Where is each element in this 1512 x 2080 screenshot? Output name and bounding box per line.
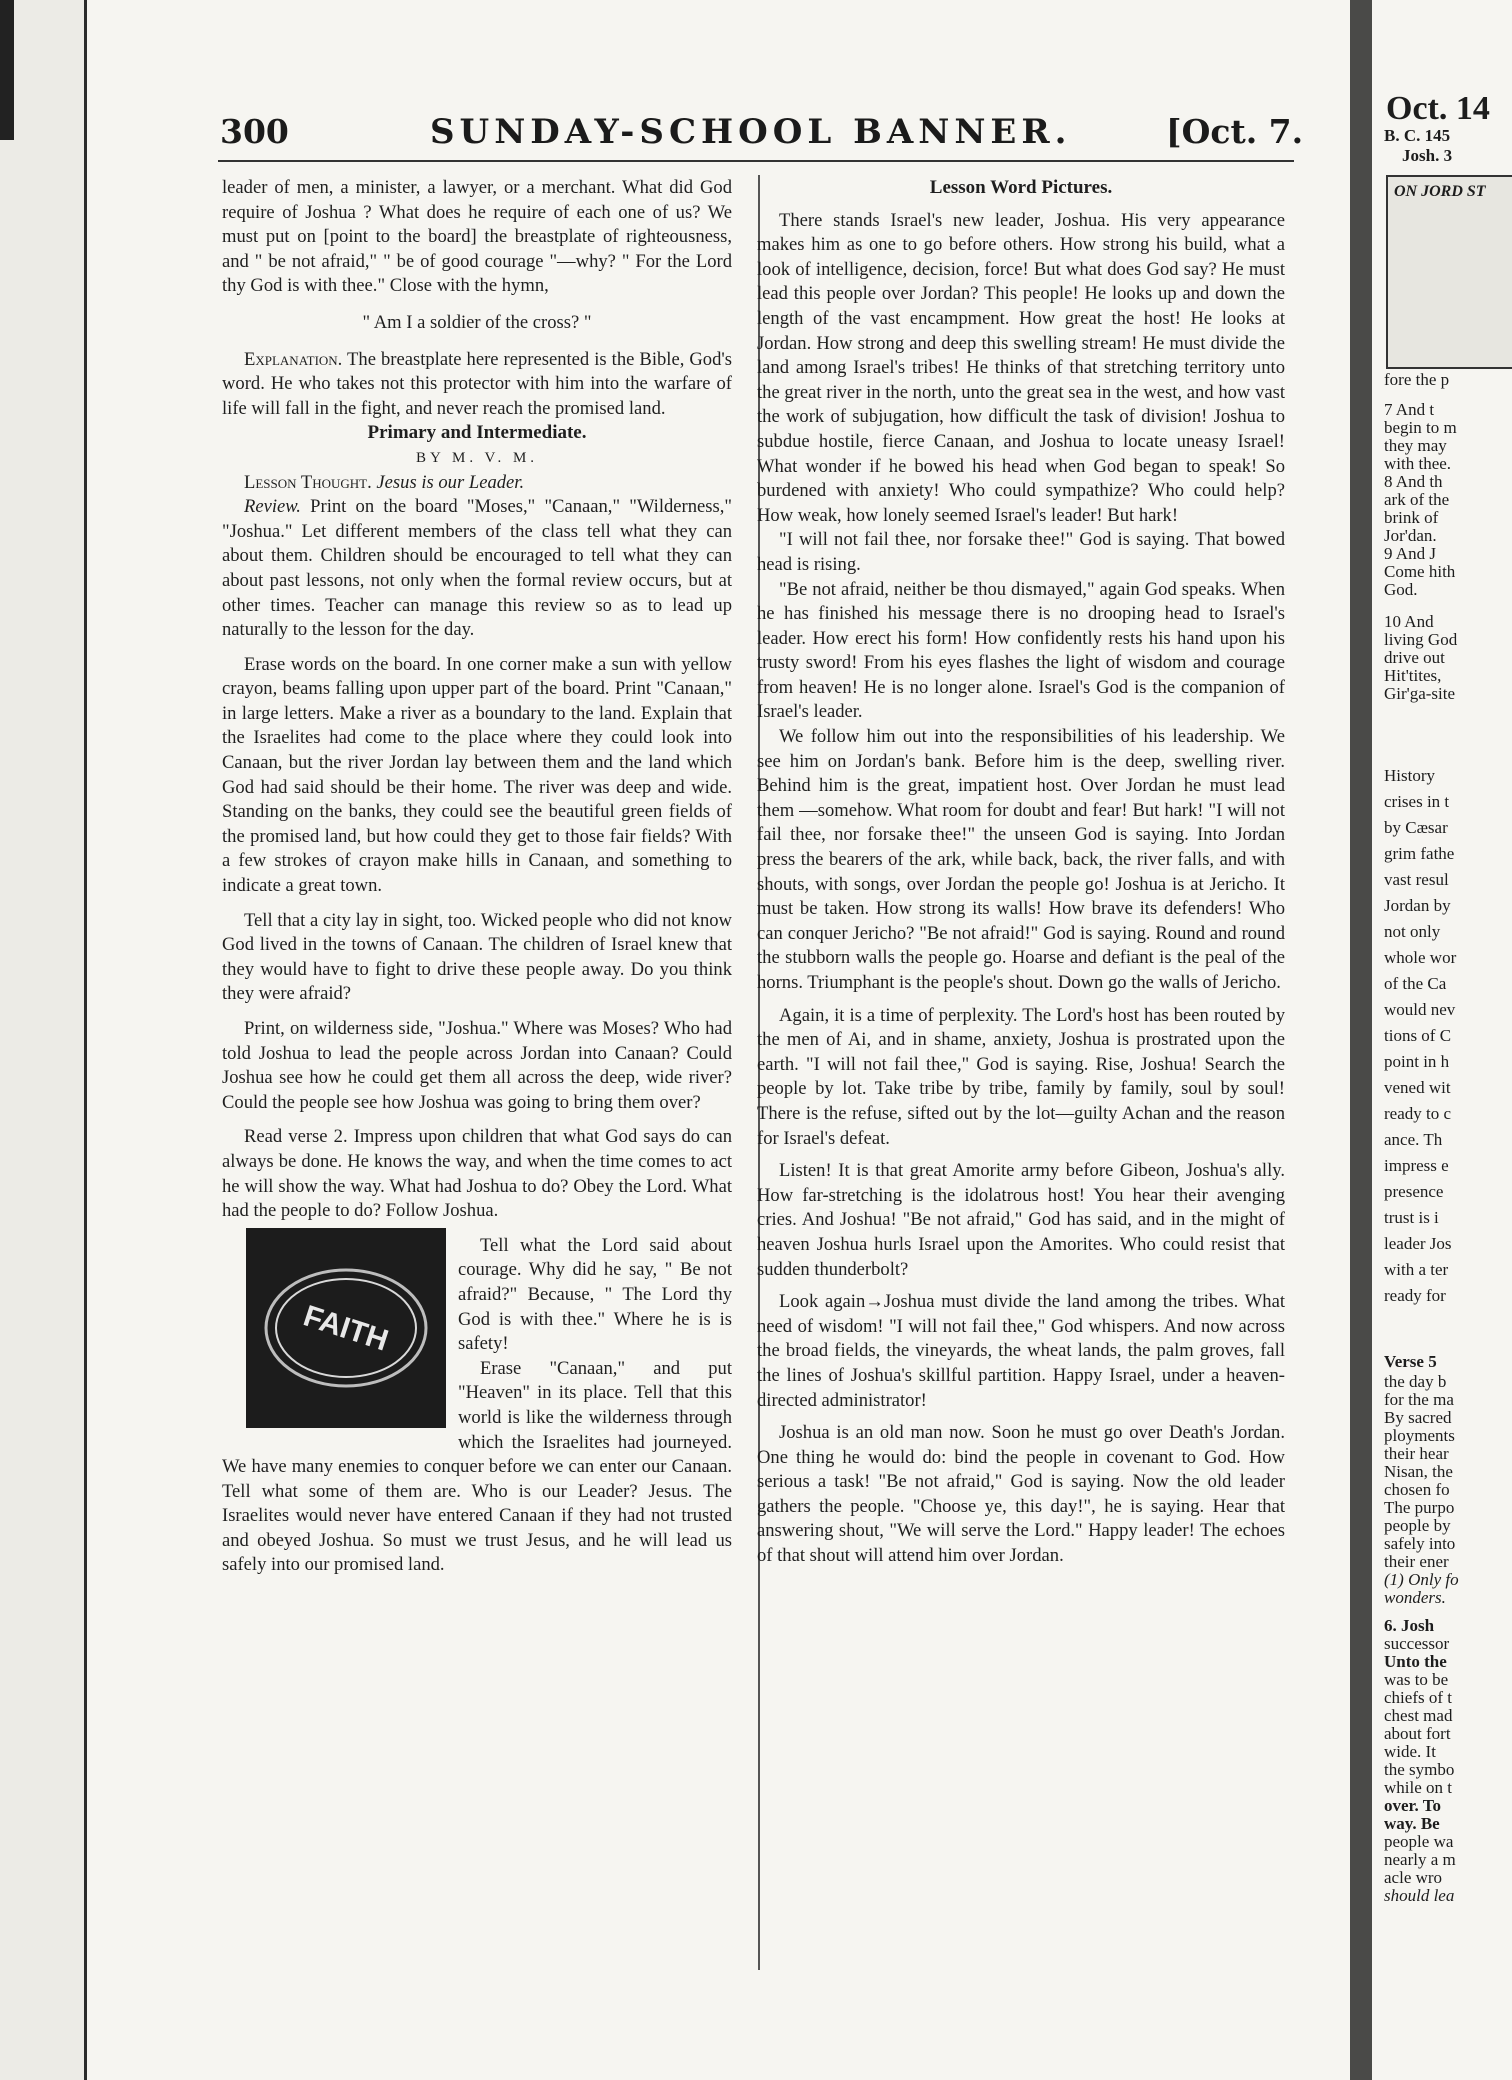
byline: BY M. V. M. [415,449,539,466]
facing-line: the symbo [1384,1760,1455,1779]
explanation-label: Explanation. [244,348,343,370]
paragraph: Print, on wilderness side, "Joshua." Where was Moses? Who had told Joshua to lead the people across Jordan into Canaan? Could Joshua see how he could get them all across the deep, wide river? Could the people see how Joshua was going to bring them over? [222,1018,732,1113]
section-heading-primary: Primary and Intermediate. [367,422,587,444]
facing-line: would nev [1384,1000,1456,1019]
facing-line: Jordan by [1384,896,1451,915]
facing-line: ployments [1384,1426,1455,1445]
facing-line: 10 And [1384,612,1434,631]
facing-line: Hit'tites, [1384,666,1442,685]
facing-line: 8 And th [1384,472,1443,491]
facing-line: ready to c [1384,1104,1452,1123]
facing-line: chest mad [1384,1706,1453,1725]
paragraph: Tell that a city lay in sight, too. Wicked people who did not know God lived in the towns of Canaan. The children of Israel knew that they would have to fight to drive these people away. Do you think they were afraid? [222,909,732,1005]
facing-line: for the ma [1384,1390,1454,1409]
book-spine [0,0,87,2080]
paragraph: Joshua is an old man now. Soon he must go over Death's Jordan. One thing he would do: bind the people in covenant to God. How serious a task! "Be not afraid," God is saying. Now the old leader gathers the people. "Choose ye, this day!", he is saying. Hear that answering shout, "We will serve the Lord." Happy leader! The echoes of that shout will attend him over Jordan. [757,1422,1285,1567]
section-heading-word-pictures: Lesson Word Pictures. [929,177,1113,198]
facing-line: Unto the [1384,1652,1447,1671]
spine-shadow [0,0,14,140]
facing-line: chosen fo [1384,1480,1450,1499]
paragraph: "I will not fail thee, nor forsake thee!" God is saying. That bowed head is rising. [757,529,1285,575]
facing-line: chiefs of t [1384,1688,1452,1707]
hymn-line: " Am I a soldier of the cross? " [362,311,592,333]
paragraph: Erase words on the board. In one corner make a sun with yellow crayon, beams falling upon upper part of the board. Print "Canaan," in large letters. Make a river as a boundary to the land. Explain that the Israelites had come to the place where they could look into Canaan, but the river Jordan lay between them and the land which God had said should be their home. The river was deep and wide. Standing on the banks, they could see the beautiful green fields of the promised land, but how could they get to those fair fields? With a few strokes of crayon make hills in Canaan, and something to indicate a great town. [222,653,732,897]
facing-line: was to be [1384,1670,1449,1689]
faith-shield-illustration [246,1228,446,1428]
facing-line: 6. Josh [1384,1616,1435,1635]
facing-illustration [1386,175,1512,369]
paragraph: leader of men, a minister, a lawyer, or a merchant. What did God require of Joshua ? What does he require of each one of us? We must put on [point to the board] the breastplate of righteousness, and " be not afraid," " be of good courage "—why? " For the Lord thy God is with thee." Close with the hymn, [222,177,732,297]
review-label: Review. [244,496,301,518]
facing-line: Nisan, the [1384,1462,1453,1481]
facing-line: of the Ca [1384,974,1447,993]
facing-line: Come hith [1384,562,1456,581]
facing-line: ance. Th [1384,1130,1443,1149]
facing-line: successor [1384,1634,1450,1653]
paragraph: Erase "Canaan," and put "Heaven" in its place. Tell that this world is like the wilderness through which the Israelites had journeyed. We have many enemies to conquer before we can enter our Canaan. Tell what some of them are. Who is our Leader? Jesus. The Israelites would never have entered Canaan if they had not trusted and obeyed Joshua. So must we trust Jesus, and he will lead us safely into our promised land. [222,1357,732,1576]
facing-line: ark of the [1384,490,1450,509]
paragraph: Again, it is a time of perplexity. The Lord's host has been routed by the men of Ai, and in shame, anxiety, Joshua is prostrated upon the earth. "I will not fail thee," God is saying. Rise, Joshua! Search the people by lot. Take tribe by tribe, family by family, soul by soul! There is the refuse, sifted out by the lot—guilty Achan and the reason for Israel's defeat. [757,1004,1285,1149]
facing-line: begin to m [1384,418,1457,437]
facing-line: God. [1384,580,1418,599]
facing-line: Verse 5 [1384,1352,1437,1371]
lesson-thought-text: Jesus is our Leader. [376,471,525,493]
facing-line: leader Jos [1384,1234,1452,1253]
facing-line: the day b [1384,1372,1447,1391]
facing-line: 9 And J [1384,544,1436,563]
facing-line: impress e [1384,1156,1449,1175]
facing-page-header: Oct. 14 [1386,90,1490,127]
facing-line: should lea [1384,1886,1455,1905]
facing-page-fragment [1372,0,1512,2080]
facing-line: vened wit [1384,1078,1451,1097]
paragraph: Listen! It is that great Amorite army before Gibeon, Joshua's ally. How far-stretching is the idolatrous host! You hear their avenging cries. And Joshua! "Be not afraid," God has said, and in the might of heaven Joshua hurls Israel upon the Amorites. Who could resist that sudden thunderbolt? [757,1160,1285,1280]
page-number: 300 [220,112,289,151]
review-text: Print on the board "Moses," "Canaan," "Wilderness," "Joshua." Let different members of the class tell what they can about them. Children should be encouraged to tell what they can about past lessons, not only when the formal review occurs, but at other times. Teacher can manage this review so as to lead up naturally to the lesson for the day. [222,496,732,641]
facing-line: wide. It [1384,1742,1436,1761]
facing-line: presence [1384,1182,1444,1201]
facing-ref: Josh. 3 [1402,146,1453,165]
facing-line: their hear [1384,1444,1449,1463]
facing-line: while on t [1384,1778,1452,1797]
facing-line: nearly a m [1384,1850,1456,1869]
facing-line: Jor'dan. [1384,526,1437,545]
facing-line: they may [1384,436,1447,455]
facing-line: their ener [1384,1552,1449,1571]
facing-line: wonders. [1384,1588,1446,1607]
facing-line: safely into [1384,1534,1456,1553]
facing-line: way. Be [1384,1814,1440,1833]
facing-line: trust is i [1384,1208,1439,1227]
facing-line: crises in t [1384,792,1450,811]
facing-line: people wa [1384,1832,1454,1851]
facing-line: point in h [1384,1052,1450,1071]
paragraph: "Be not afraid, neither be thou dismayed," again God speaks. When he has finished his message there is no drooping head to Israel's leader. How erect his form! How confidently rests his hand upon his trusty sword! From his eyes flashes the light of wisdom and courage from heaven! He is no longer alone. Israel's God is the companion of Israel's leader. [757,578,1285,723]
facing-line: with thee. [1384,454,1452,473]
faith-shield-icon [256,1238,436,1418]
facing-line: people by [1384,1516,1451,1535]
paragraph: Read verse 2. Impress upon children that what God says do can always be done. He knows the way, and when the time comes to act he will show the way. What had Joshua to do? Obey the Lord. What had the people to do? Follow Joshua. [222,1126,732,1222]
review-paragraph [222,495,732,643]
facing-line: (1) Only fo [1384,1570,1459,1589]
facing-line: about fort [1384,1724,1451,1743]
facing-line: The purpo [1384,1498,1455,1517]
faith-label: FAITH [299,1299,393,1358]
facing-line: By sacred [1384,1408,1452,1427]
paragraph: Tell what the Lord said about courage. Why did he say, " Be not afraid?" Because, " The Lord thy God is with thee." Where he is is safety! [458,1234,732,1355]
facing-line: acle wro [1384,1868,1443,1887]
column-left [222,176,732,1578]
facing-line: tions of C [1384,1026,1452,1045]
lesson-thought [222,471,732,496]
column-right [757,176,1285,1569]
facing-line: by Cæsar [1384,818,1448,837]
facing-line: Gir'ga-site [1384,684,1456,703]
paragraph: Look again→Joshua must divide the land among the tribes. What need of wisdom! "I will not fail thee," God whispers. And now across the broad fields, the vineyards, the wheat lands, the palm groves, fall the lines of Joshua's skillful partition. Happy Israel, under a heaven-directed administrator! [757,1291,1285,1411]
facing-line: grim fathe [1384,844,1455,863]
facing-line: fore the p [1384,370,1450,389]
facing-line: History [1384,766,1435,785]
facing-ref: B. C. 145 [1384,126,1451,145]
facing-line: with a ter [1384,1260,1449,1279]
facing-illustration-text: ON JORD ST [1394,183,1486,200]
facing-line: drive out [1384,648,1445,667]
header-rule [218,160,1294,162]
explanation-text: The breastplate here represented is the Bible, God's word. He who takes not this protector with him into the warfare of life will fall in the fight, and never reach the promised land. [222,348,732,419]
paragraph: There stands Israel's new leader, Joshua. His very appearance makes him as one to go before others. How strong his build, what a look of intelligence, decision, force! But what does God say? He must lead this people over Jordan? This people! He looks up and down the length of the vast encampment. How great the host! He looks at Jordan. How strong and deep this swelling stream! He must divide the land among Israel's tribes! He thinks of that stretching territory unto the great river in the north, unto the great sea in the west, and how vast the work of subjugation, how difficult the task of division! Joshua to subdue hostile, fierce Canaan, and Joshua to locate uneasy Israel! What wonder if he bowed his head when God began to speak! So burdened with anxiety! Who could sympathize? Who could help? How weak, how lonely seemed Israel's leader! But hark! [757,209,1285,526]
header-date: [Oct. 7. [1166,112,1304,151]
facing-line: vast resul [1384,870,1449,889]
facing-line: whole wor [1384,948,1457,967]
running-title: SUNDAY-SCHOOL BANNER. [430,112,1072,152]
lesson-thought-label: Lesson Thought. [244,471,372,493]
facing-line: 7 And t [1384,400,1435,419]
explanation-paragraph [222,348,732,422]
facing-line: over. To [1384,1796,1442,1815]
page-gutter [1350,0,1372,2080]
facing-line: ready for [1384,1286,1446,1305]
facing-line: living God [1384,630,1458,649]
facing-line: brink of [1384,508,1439,527]
paragraph: We follow him out into the responsibilities of his leadership. We see him on Jordan's bank. Before him is the deep, swelling river. Behind him is the great, impatient host. Over Jordan he must lead them —somehow. What room for doubt and fear! But hark! "I will not fail thee, nor forsake thee!" the unseen God is saying. Into Jordan press the bearers of the ark, while back, back, the river falls, and with shouts, with songs, over Jordan the people go! Joshua is at Jericho. It must be taken. How strong its walls! How brave its defenders! Who can conquer Jericho? "Be not afraid!" God is saying. Round and round the stubborn walls the people go. Hoarse and defiant is the peal of the horns. Triumphant is the people's shout. Down go the walls of Jericho. [757,726,1285,993]
facing-line: not only [1384,922,1441,941]
